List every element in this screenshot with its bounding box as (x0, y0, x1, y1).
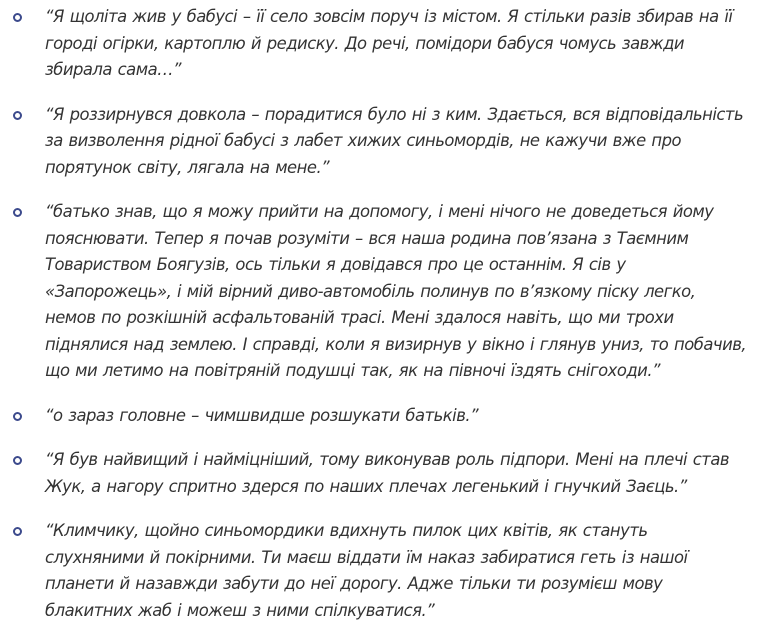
quote-text: “о зараз головне – чимшвидше розшукати батьків.” (45, 405, 479, 425)
list-item (0, 518, 768, 624)
quote-text: “Я був найвищий і наймiцніший, тому виконував роль підпори. Мені на плечі став Жук, а нагору спритно здерся по наших плечах легенький і гнучкий Заєць.” (45, 450, 730, 496)
circle-bullet-icon (13, 111, 22, 120)
list-item (0, 0, 768, 84)
list-item (0, 199, 768, 385)
list-item (0, 403, 768, 430)
circle-bullet-icon (13, 527, 22, 536)
circle-bullet-icon (13, 412, 22, 421)
quote-text: “Климчику, щойно синьомордики вдихнуть пилок цих квітів, як стануть слухняними й покірними. Ти маєш віддати їм наказ забиратися геть із нашої планети й назавжди забути до неї дорогу. Адже тільки ти розумієш мову блакитних жаб і можеш з ними спілкуватися.” (45, 521, 688, 620)
quote-text: “Я роззирнувся довкола – порадитися було ні з ким. Здається, вся відповідальність за визволення рідної бабусі з лабет хижих синьомордів, не кажучи вже про порятунок світу, лягала на мене.” (45, 104, 744, 177)
circle-bullet-icon (13, 456, 22, 465)
quote-text: “батько знав, що я можу прийти на допомогу, і мені нічого не доведеться йому пояснювати. Тепер я почав розуміти – вся наша родина пов’язана з Таємним Товариством Боягузів, ось тільки я довідався про це останнім. Я сів у «Запорожець», і мій вірний диво-автомобіль полинув по в’язкому піску легко, немов по розкішній асфальтованій трасі. Мені здалося навіть, що ми трохи піднялися над землею. І справді, коли я визирнув у вікно і глянув униз, то побачив, що ми летимо на повітряній подушці так, як на півночі їздять снігоходи.” (45, 202, 747, 380)
quote-text: “Я щоліта жив у бабусі – її село зовсім поруч із містом. Я стільки разів збирав на її городі огірки, картоплю й редиску. До речі, помідори бабуся чомусь завжди збирала сама…” (45, 7, 733, 79)
list-item (0, 102, 768, 182)
circle-bullet-icon (13, 208, 22, 217)
list-item (0, 447, 768, 500)
circle-bullet-icon (13, 13, 22, 22)
